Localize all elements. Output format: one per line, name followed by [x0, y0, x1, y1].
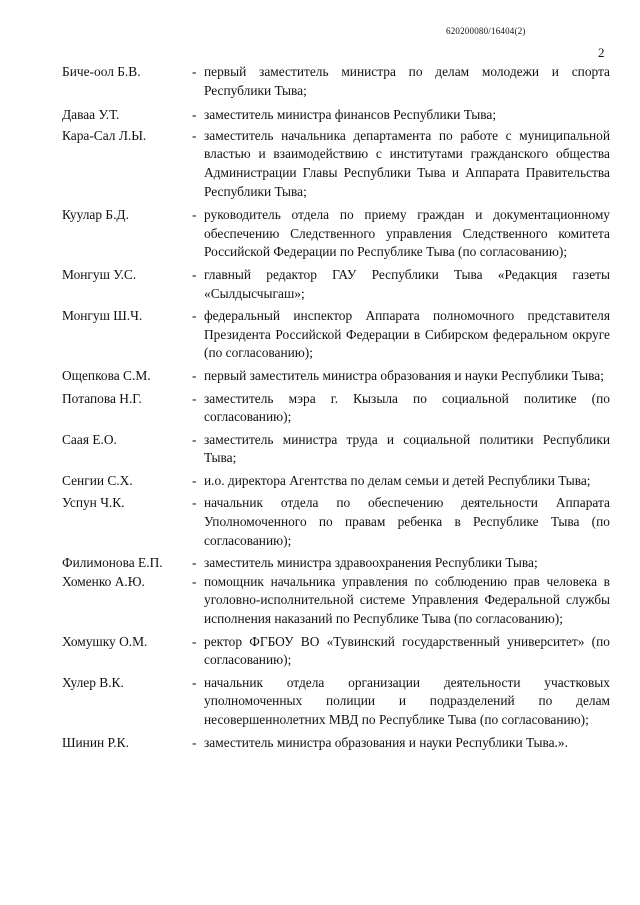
- list-item: [62, 390, 610, 427]
- member-role: заместитель министра образования и науки Республики Тыва.».: [204, 734, 568, 750]
- list-item: [62, 431, 610, 468]
- member-name: Куулар Б.Д.: [62, 207, 129, 223]
- list-item: [62, 63, 610, 100]
- dash-separator: -: [192, 107, 197, 123]
- member-list: [62, 63, 610, 752]
- list-item: [62, 206, 610, 262]
- dash-separator: -: [192, 633, 197, 649]
- dash-separator: -: [192, 674, 197, 690]
- dash-separator: -: [192, 472, 197, 488]
- list-item: [62, 573, 610, 629]
- member-name: Шинин Р.К.: [62, 734, 129, 750]
- member-name: Сенгии С.Х.: [62, 472, 133, 488]
- member-name: Даваа У.Т.: [62, 107, 120, 123]
- list-item: [62, 674, 610, 730]
- member-name: Монгуш У.С.: [62, 266, 137, 282]
- list-item: [62, 554, 610, 573]
- dash-separator: -: [192, 431, 197, 447]
- dash-separator: -: [192, 495, 197, 511]
- member-name: Биче-оол Б.В.: [62, 64, 141, 79]
- member-name: Хулер В.К.: [62, 674, 124, 690]
- member-name: Хомушку О.М.: [62, 633, 148, 649]
- dash-separator: -: [192, 207, 197, 223]
- document-code: 620200080/16404(2): [446, 26, 526, 36]
- list-item: [62, 367, 610, 386]
- member-name: Потапова Н.Г.: [62, 390, 142, 406]
- member-role: и.о. директора Агентства по делам семьи и детей Республики Тыва;: [204, 472, 591, 488]
- member-role: главный редактор ГАУ Республики Тыва «Редакция газеты «Сылдысчыгаш»;: [204, 266, 610, 301]
- list-item: [62, 494, 610, 550]
- list-item: [62, 734, 610, 753]
- list-item: [62, 266, 610, 303]
- member-role: первый заместитель министра образования и науки Республики Тыва;: [204, 367, 604, 383]
- dash-separator: -: [192, 64, 197, 79]
- member-role: начальник отдела организации деятельности участковых уполномоченных полиции и подразделений по делам несовершеннолетних МВД по Республике Тыва (по согласованию);: [204, 674, 610, 727]
- member-name: Кара-Сал Л.Ы.: [62, 127, 147, 143]
- member-name: Монгуш Ш.Ч.: [62, 308, 143, 324]
- member-role: ректор ФГБОУ ВО «Тувинский государственный университет» (по согласованию);: [204, 633, 610, 668]
- dash-separator: -: [192, 390, 197, 406]
- member-role: заместитель начальника департамента по работе с муниципальной властью и взаимодействию с институтами гражданского общества Администрации Главы Республики Тыва и Аппарата Правительства Республики Тыва;: [204, 127, 610, 199]
- dash-separator: -: [192, 573, 197, 589]
- member-role: заместитель министра здравоохранения Республики Тыва;: [204, 555, 538, 571]
- member-role: начальник отдела по обеспечению деятельности Аппарата Уполномоченного по правам ребенка в Республике Тыва (по согласованию);: [204, 495, 610, 548]
- list-item: [62, 127, 610, 201]
- dash-separator: -: [192, 308, 197, 324]
- member-name: Филимонова Е.П.: [62, 555, 163, 571]
- dash-separator: -: [192, 127, 197, 143]
- member-name: Хоменко А.Ю.: [62, 573, 145, 589]
- dash-separator: -: [192, 266, 197, 282]
- member-role: заместитель мэра г. Кызыла по социальной политике (по согласованию);: [204, 390, 610, 425]
- page-number: 2: [598, 45, 605, 60]
- member-role: первый заместитель министра по делам молодежи и спорта Республики Тыва;: [204, 64, 610, 98]
- member-name: Ощепкова С.М.: [62, 367, 151, 383]
- dash-separator: -: [192, 555, 197, 571]
- dash-separator: -: [192, 734, 197, 750]
- list-item: [62, 307, 610, 363]
- dash-separator: -: [192, 367, 197, 383]
- list-item: [62, 633, 610, 670]
- member-name: Успун Ч.К.: [62, 495, 125, 511]
- list-item: [62, 472, 610, 491]
- member-role: заместитель министра финансов Республики Тыва;: [204, 107, 497, 123]
- member-role: руководитель отдела по приему граждан и документационному обеспечению Следственного управления Следственного комитета Российской Федерации по Республике Тыва (по согласованию);: [204, 207, 610, 260]
- member-role: помощник начальника управления по соблюдению прав человека в уголовно-исполнительной системе Управления Федеральной службы исполнения наказаний по Республике Тыва (по согласованию);: [204, 573, 610, 627]
- member-name: Саая Е.О.: [62, 431, 117, 447]
- list-item: [62, 106, 610, 125]
- member-role: федеральный инспектор Аппарата полномочного представителя Президента Российской Федерации в Сибирском федеральном округе (по согласованию);: [204, 308, 610, 361]
- member-role: заместитель министра труда и социальной политики Республики Тыва;: [204, 431, 610, 466]
